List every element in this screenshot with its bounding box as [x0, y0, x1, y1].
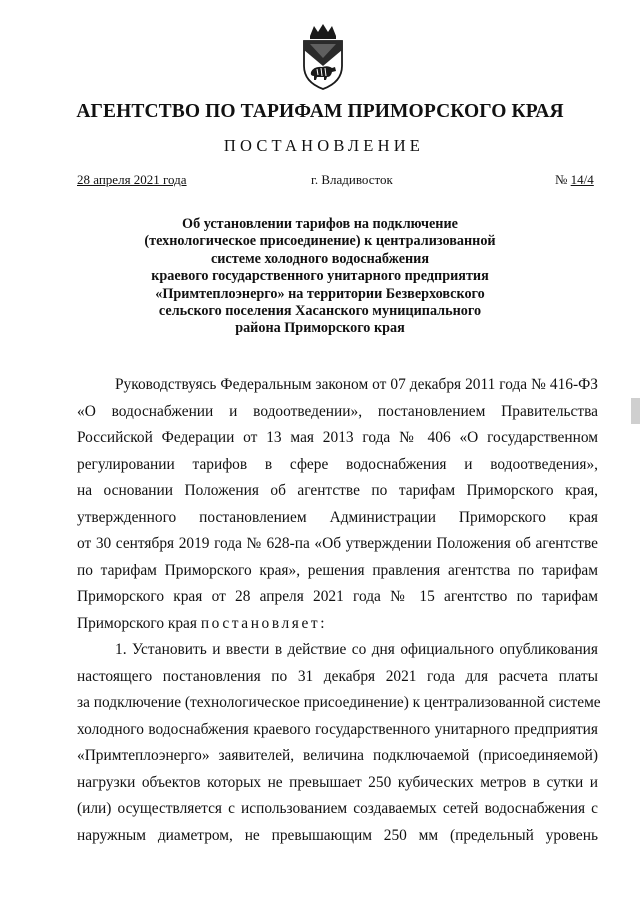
body-line: за подключение (технологическое присоединение) к централизованной системе: [77, 694, 601, 711]
body-line: по тарифам Приморского края», решения правления агентства по тарифам: [77, 561, 598, 579]
agency-title: АГЕНТСТВО ПО ТАРИФАМ ПРИМОРСКОГО КРАЯ: [76, 101, 564, 122]
subject-line: района Приморского края: [235, 320, 405, 337]
body-line: «Примтеплоэнерго» заявителей, величина подключаемой (присоединяемой): [77, 747, 598, 764]
body-line: холодного водоснабжения краевого государственного унитарного предприятия: [77, 720, 598, 738]
document-type: ПОСТАНОВЛЕНИЕ: [223, 136, 425, 155]
body-line: наружным диаметром, не превышающим 250 мм (предельный уровень: [77, 826, 598, 844]
body-line-resolves: [77, 611, 598, 638]
document-number: [555, 172, 594, 188]
subject-line: «Примтеплоэнерго» на территории Безверховского: [155, 285, 485, 302]
body-line: Руководствуясь Федеральным законом от 07 декабря 2011 года № 416-ФЗ: [115, 376, 598, 393]
subject-line: системе холодного водоснабжения: [210, 250, 430, 267]
primorye-coat-of-arms-icon: [298, 22, 348, 92]
document-body: [77, 372, 601, 849]
document-subject: [60, 216, 580, 338]
body-line: нагрузки объектов которых не превышает 250 кубических метров в сутки и: [77, 773, 598, 791]
subject-line: Об установлении тарифов на подключение: [182, 216, 458, 232]
body-line: утвержденного постановлением Администрации Приморского края: [77, 508, 598, 526]
body-line: (или) осуществляется с использованием создаваемых сетей водоснабжения с: [77, 800, 598, 817]
number-sign: №: [555, 172, 568, 187]
scan-edge-mark: [631, 398, 640, 424]
body-line: Российской Федерации от 13 мая 2013 года № 406 «О государственном: [77, 429, 598, 446]
document-city: г. Владивосток: [311, 172, 393, 187]
body-line: Приморского края от 28 апреля 2021 года № 15 агентство по тарифам: [77, 588, 598, 605]
subject-line: краевого государственного унитарного предприятия: [151, 268, 489, 285]
body-line: 1. Установить и ввести в действие со дня официального опубликования: [115, 641, 598, 658]
body-line: от 30 сентября 2019 года № 628-па «Об утверждении Положения об агентстве: [77, 535, 598, 552]
number-value: 14/4: [570, 172, 594, 187]
resolves-prefix: Приморского края: [77, 614, 201, 632]
body-line: на основании Положения об агентстве по тарифам Приморского края,: [77, 482, 598, 499]
subject-line: сельского поселения Хасанского муниципального: [158, 303, 482, 320]
document-date: 28 апреля 2021 года: [77, 172, 187, 187]
resolves-word: постановляет:: [200, 614, 328, 632]
body-line: «О водоснабжении и водоотведении», постановлением Правительства: [77, 402, 598, 420]
subject-line: (технологическое присоединение) к централизованной: [144, 233, 496, 250]
body-line: настоящего постановления по 31 декабря 2021 года для расчета платы: [77, 667, 598, 685]
body-line: регулировании тарифов в сфере водоснабжения и водоотведения»,: [77, 455, 598, 473]
